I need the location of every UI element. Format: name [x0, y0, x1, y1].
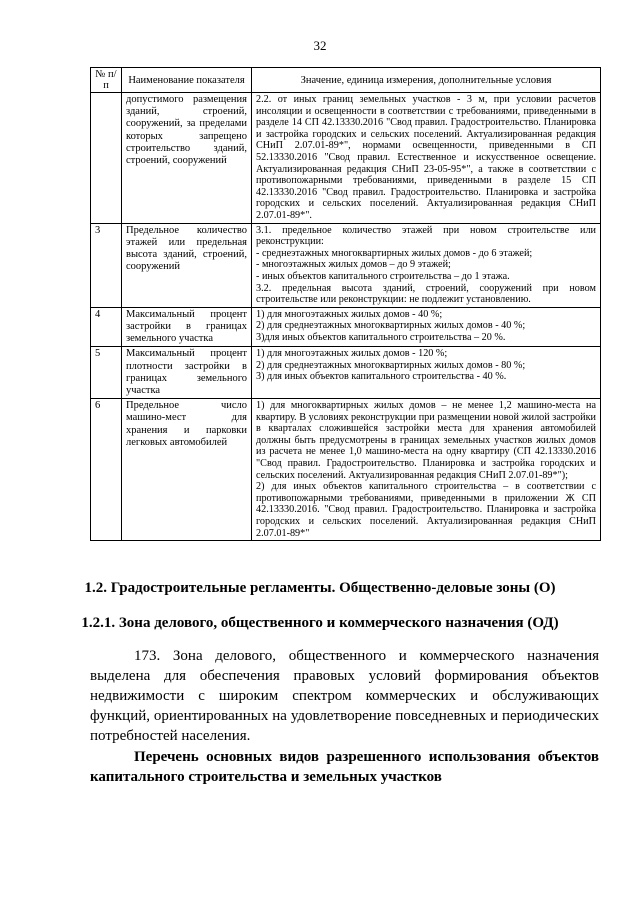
row-number: 4: [91, 307, 122, 347]
indicator-name: Предельное число машино-мест для хранения и парковки легковых автомобилей: [122, 399, 252, 541]
table-row: [91, 399, 601, 541]
value-line: 2) для иных объектов капитального строительства – в соответствии с противопожарными требованиями, приведенными в приложении Ж СП 42.13330.2016. "Свод правил. Градостроительство. Планировка и застройка городских и сельских поселений. Актуализированная редакция СНиП 2.07.01-89*": [256, 481, 596, 539]
value-line: 3) для иных объектов капитального строительства - 40 %.: [256, 371, 507, 383]
value-line: 2) для среднеэтажных многоквартирных жилых домов - 40 %;: [256, 320, 526, 332]
table-row: [91, 307, 601, 347]
header-num: № п/п: [91, 68, 122, 93]
row-number: [91, 93, 122, 224]
row-number: 5: [91, 347, 122, 399]
regulations-table: [90, 67, 601, 541]
value-line: 1) для многоэтажных жилых домов - 120 %;: [256, 348, 448, 360]
subsection-title: 1.2.1. Зона делового, общественного и коммерческого назначения (ОД): [81, 615, 559, 631]
indicator-name: допустимого размещения зданий, строений, сооружений, за пределами которых запрещено строительство зданий, строений, сооружений: [122, 93, 252, 224]
table-row: [91, 347, 601, 399]
table-row: [91, 93, 601, 224]
value-line: 3.2. предельная высота зданий, строений, сооружений при новом строительстве или реконструкции: не подлежит установлению.: [256, 282, 596, 306]
value-line: 3)для иных объектов капитального строительства – 20 %.: [256, 331, 506, 343]
permitted-uses-list-title: Перечень основных видов разрешенного использования объектов капитального строительства и земельных участков: [90, 749, 599, 785]
value-line: 2.2. от иных границ земельных участков - 3 м, при условии расчетов инсоляции и освещенности в соответствии с требованиями, приведенными в разделе 14 СП 42.13330.2016 "Свод правил. Градостроительство. Планировка и застройка городских и сельских поселений. Актуализированная редакция СНиП 2.07.01-89*", нормами освещенности, приведенными в СП 52.13330.2016 "Свод правил. Естественное и искусственное освещение. Актуализированная редакция СНиП 23-05-95*", а также в соответствии с противопожарными требованиями, приведенными в разделе 15 СП 42.13330.2016 "Свод правил. Градостроительство. Планировка и застройка городских и сельских поселений. Актуализированная редакция СНиП 2.07.01-89*".: [256, 94, 596, 221]
row-number: 6: [91, 399, 122, 541]
row-number: 3: [91, 223, 122, 307]
indicator-name: Максимальный процент плотности застройки в границах земельного участка: [122, 347, 252, 399]
value-line: 1) для многоквартирных жилых домов – не менее 1,2 машино-места на квартиру. В условиях реконструкции при размещении новой жилой застройки в кварталах сложившейся застройки места для хранения автомобилей должны быть предусмотрены в границах земельных участков жилых домов из расчета не менее 1,0 машино-места на одну квартиру (СП 42.13330.2016 "Свод правил. Градостроительство. Планировка и застройка городских и сельских поселений. Актуализированная редакция СНиП 2.07.01-89*");: [256, 400, 596, 481]
indicator-name: Предельное количество этажей или предельная высота зданий, строений, сооружений: [122, 223, 252, 307]
page-number: 32: [313, 38, 327, 53]
value-line: 1) для многоэтажных жилых домов - 40 %;: [256, 308, 443, 320]
indicator-value: [252, 399, 601, 541]
table-row: [91, 223, 601, 307]
value-line: - иных объектов капитального строительства – до 1 этажа.: [256, 270, 510, 282]
indicator-value: [252, 307, 601, 347]
zone-description-paragraph: 173. Зона делового, общественного и коммерческого назначения выделена для обеспечения правовых условий формирования объектов недвижимости с широким спектром коммерческих и обслуживающих функций, ориентированных на удовлетворение повседневных и периодических потребностей населения.: [90, 648, 599, 744]
section-title: 1.2. Градостроительные регламенты. Общественно-деловые зоны (О): [84, 580, 556, 596]
indicator-name: Максимальный процент застройки в границах земельного участка: [122, 307, 252, 347]
indicator-value: [252, 347, 601, 399]
indicator-value: [252, 93, 601, 224]
table-header-row: [91, 68, 601, 93]
value-line: 3.1. предельное количество этажей при новом строительстве или реконструкции:: [256, 224, 596, 248]
value-line: - среднеэтажных многоквартирных жилых домов - до 6 этажей;: [256, 247, 533, 259]
value-line: - многоэтажных жилых домов – до 9 этажей;: [256, 259, 451, 271]
value-line: 2) для среднеэтажных многоквартирных жилых домов - 80 %;: [256, 359, 526, 371]
indicator-value: [252, 223, 601, 307]
table-body: [91, 93, 601, 541]
header-value: Значение, единица измерения, дополнительные условия: [252, 68, 601, 93]
header-name: Наименование показателя: [122, 68, 252, 93]
